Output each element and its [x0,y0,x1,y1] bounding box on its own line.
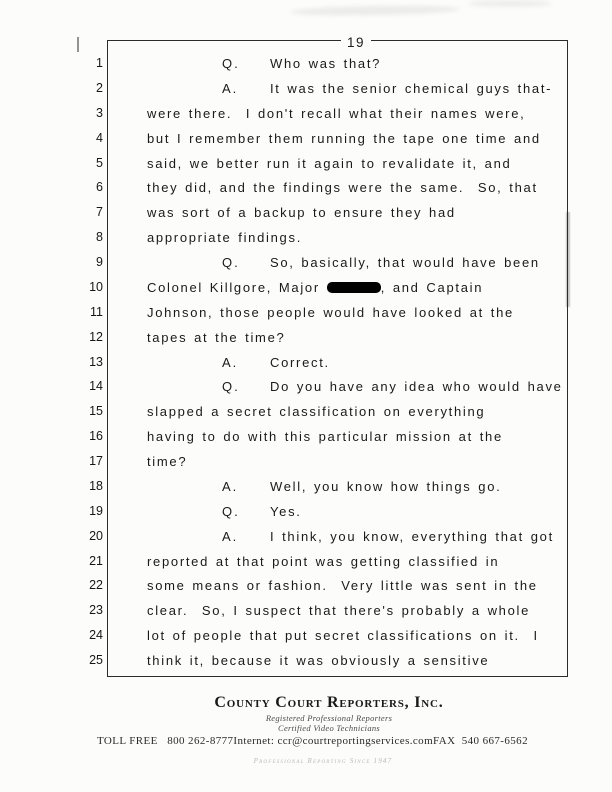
footer-tagline: Professional Reporting Since 1947 [253,757,393,765]
line-number: 6 [96,180,103,195]
line-text: was sort of a backup to ensure they had [147,205,456,221]
transcript-line [0,205,600,230]
line-number: 17 [89,454,103,469]
line-text: A. I think, you know, everything that got [222,528,554,544]
internet-email: Internet: ccr@courtreportingservices.com [233,735,434,747]
line-text: A. Correct. [222,354,330,370]
line-number: 9 [96,255,103,270]
line-text: think it, because it was obviously a sensitive [147,653,490,669]
page-number: 19 [341,35,371,50]
transcript-line [0,106,600,131]
footer-subtitle-registered: Registered Professional Reporters [265,713,393,723]
line-number: 20 [89,528,103,543]
line-text: A. Well, you know how things go. [222,478,502,494]
line-text: Q. Yes. [222,503,302,519]
line-number: 5 [96,155,103,170]
transcript-line [0,653,600,678]
line-number: 2 [96,80,103,95]
line-number: 14 [89,379,103,394]
transcript-line [0,330,600,355]
qa-label: Q. [222,379,240,395]
line-text: slapped a secret classification on everything [147,404,486,420]
transcript-line [0,578,600,603]
qa-label: Q. [222,503,240,519]
transcript-line [0,355,600,380]
fax-number: FAX 540 667-6562 [433,735,528,747]
line-text: they did, and the findings were the same. So, that [147,180,538,196]
transcript-line [0,529,600,554]
transcript-line [0,628,600,653]
line-number: 11 [90,304,103,319]
line-text: Johnson, those people would have looked at the [147,304,514,320]
transcript-line [0,554,600,579]
line-text: reported at that point was getting classified in [147,553,500,569]
line-number: 3 [96,105,103,120]
line-number: 16 [89,429,103,444]
transcript-line [0,131,600,156]
toll-free-number: TOLL FREE 800 262-8777 [97,735,234,747]
transcript-line [0,603,600,628]
footer-contact-line [97,735,527,747]
line-number: 13 [89,354,103,369]
line-text: A. It was the senior chemical guys that- [222,80,553,96]
line-number: 19 [89,503,103,518]
transcript-line [0,255,600,280]
qa-label: Q. [222,56,240,71]
transcript-line [0,305,600,330]
line-number: 25 [89,653,103,668]
line-text: Colonel Killgore, Major , and Captain [147,279,484,295]
transcript-line [0,454,600,479]
qa-label: A. [222,80,239,96]
transcript-line [0,81,600,106]
line-number: 10 [89,279,103,294]
line-number: 1 [96,56,103,70]
transcript-line [0,230,600,255]
transcript-line [0,479,600,504]
qa-label: A. [222,478,239,494]
line-text: were there. I don't recall what their names were, [147,105,526,121]
line-text: lot of people that put secret classifications on it. I [147,628,539,644]
line-text: time? [147,454,188,470]
line-number: 21 [89,553,103,568]
line-text: Q. Do you have any idea who would have [222,379,563,395]
line-text: but I remember them running the tape one time and [147,130,541,146]
transcript-line [0,280,600,305]
line-number: 24 [89,628,103,643]
line-number: 22 [89,578,103,593]
transcript-line [0,504,600,529]
transcript-line [0,156,600,181]
line-text: said, we better run it again to revalidate it, and [147,155,512,171]
qa-label: A. [222,528,239,544]
transcript-line [0,56,600,81]
line-text: tapes at the time? [147,329,286,345]
transcript-line [0,429,600,454]
transcript-line [0,379,600,404]
line-number: 4 [96,130,103,145]
line-text: Q. So, basically, that would have been [222,255,540,271]
qa-label: Q. [222,255,240,271]
line-number: 12 [89,329,103,344]
line-number: 15 [89,404,103,419]
line-text: having to do with this particular mission at the [147,429,503,445]
line-number: 18 [89,478,103,493]
redaction-bar [327,282,381,293]
line-text: some means or fashion. Very little was sent in the [147,578,538,594]
transcript-line [0,180,600,205]
line-text: clear. So, I suspect that there's probably a whole [147,603,531,619]
line-text: Q. Who was that? [222,56,382,71]
line-number: 23 [89,603,103,618]
qa-label: A. [222,354,239,370]
footer-subtitle-certified: Certified Video Technicians [277,723,381,733]
transcript-line [0,404,600,429]
reporter-company-name: County Court Reporters, Inc. [214,694,444,711]
line-number: 8 [96,230,103,245]
line-text: appropriate findings. [147,230,302,246]
line-number: 7 [96,205,103,220]
